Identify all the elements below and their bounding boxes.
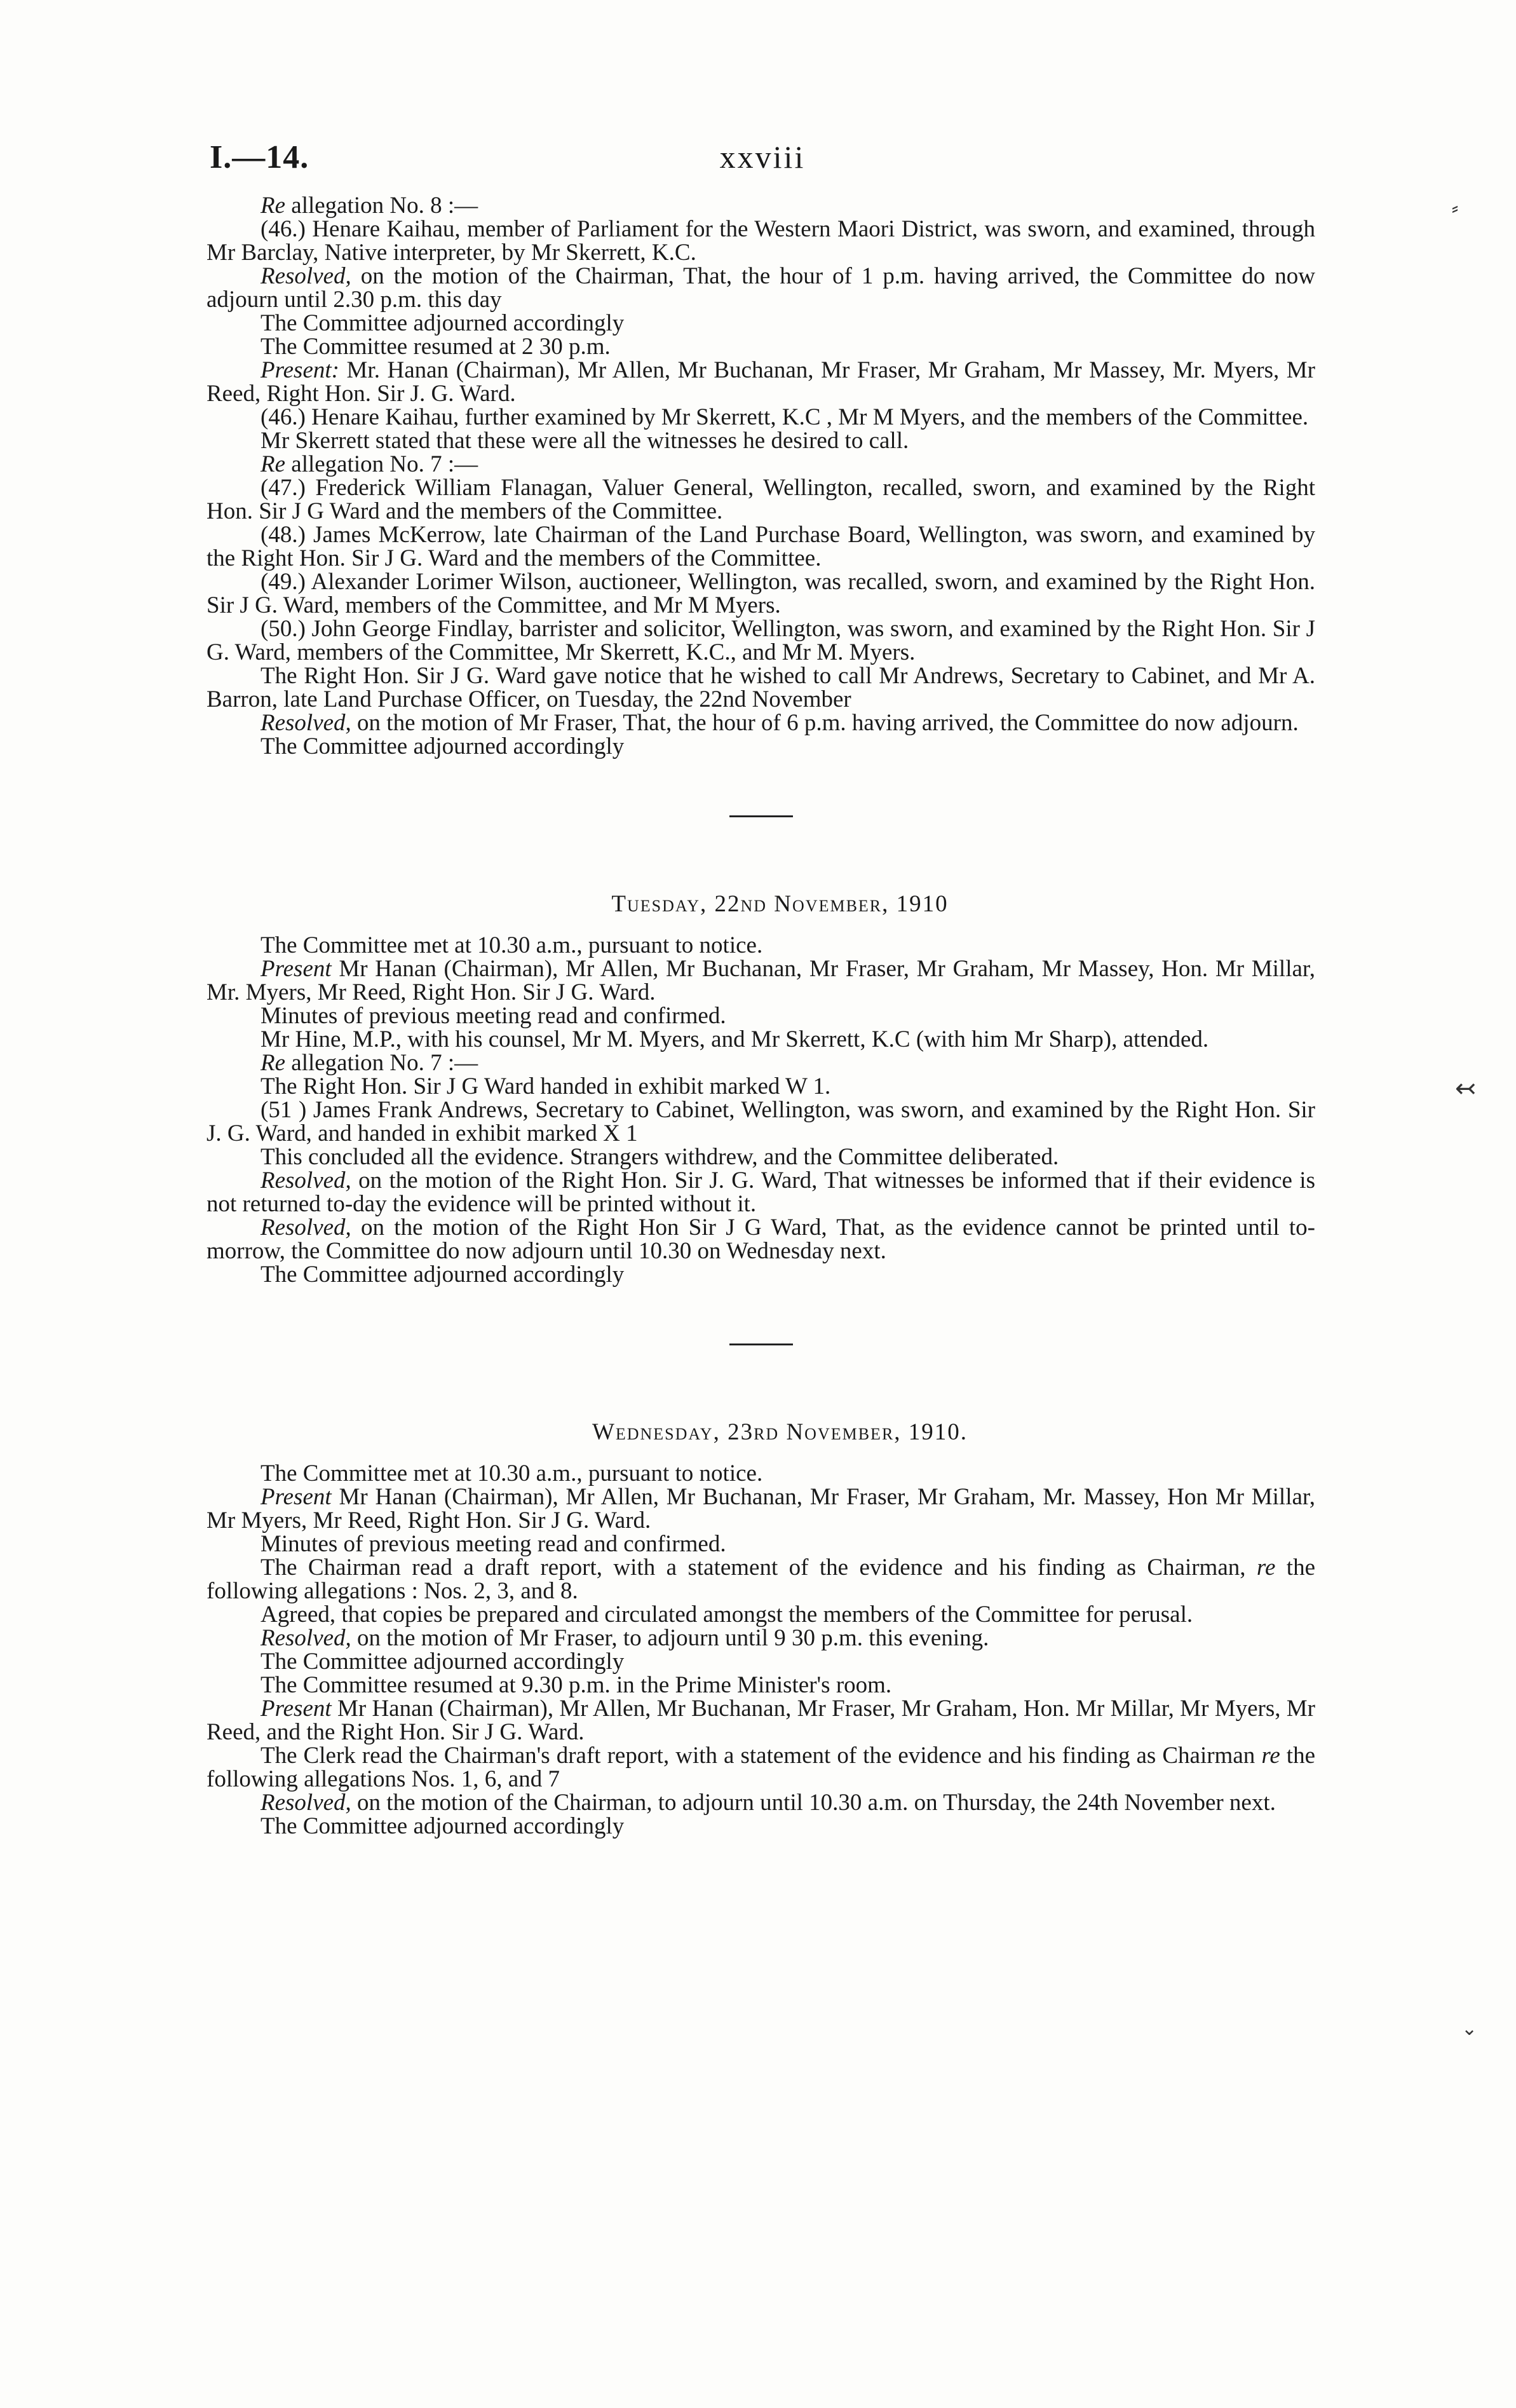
paragraph-text: (49.) Alexander Lorimer Wilson, auctioneer, Wellington, was recalled, sworn, and examined by the Right Hon. Sir J G. Ward, members of the Committee, and Mr M Myers. bbox=[206, 569, 1315, 618]
paragraph bbox=[206, 1028, 1315, 1051]
paragraph bbox=[206, 1532, 1315, 1556]
paragraph-italic-text: Re bbox=[261, 451, 286, 477]
paragraph-italic-text: Re bbox=[261, 193, 286, 219]
page-header bbox=[210, 139, 1315, 196]
paragraph-text: the following allegations : Nos. 2, 3, and 8. bbox=[206, 1554, 1315, 1604]
paragraph bbox=[206, 664, 1315, 711]
paragraph-italic-text: Resolved, bbox=[261, 1167, 351, 1194]
paragraph-text: The Chairman read a draft report, with a statement of the evidence and his finding as Chairman, bbox=[261, 1554, 1257, 1581]
paragraph bbox=[206, 1697, 1315, 1744]
section-3 bbox=[206, 1462, 1315, 1838]
paragraph-text: on the motion of Mr Fraser, That, the hour of 6 p.m. having arrived, the Committee do now adjourn. bbox=[351, 710, 1299, 736]
paragraph bbox=[206, 1744, 1315, 1791]
paragraph-text: The Committee resumed at 2 30 p.m. bbox=[261, 334, 611, 360]
paragraph bbox=[206, 335, 1315, 358]
margin-mark: ↢ bbox=[1455, 1074, 1477, 1103]
paragraph bbox=[206, 429, 1315, 452]
paragraph bbox=[206, 1485, 1315, 1532]
paragraph-italic-text: Resolved, bbox=[261, 1790, 351, 1816]
paragraph-text: Mr Hanan (Chairman), Mr Allen, Mr Buchanan, Mr Fraser, Mr Graham, Mr. Massey, Hon Mr Millar, Mr Myers, Mr Reed, Right Hon. Sir J G. Ward. bbox=[206, 1484, 1315, 1534]
paragraph-text: The Committee adjourned accordingly bbox=[261, 1649, 625, 1675]
paragraph bbox=[206, 1051, 1315, 1075]
paragraph-text: on the motion of the Chairman, That, the hour of 1 p.m. having arrived, the Committee do now adjourn until 2.30 p.m. this day bbox=[206, 263, 1315, 313]
paragraph-text: Minutes of previous meeting read and confirmed. bbox=[261, 1531, 726, 1557]
paragraph bbox=[206, 1673, 1315, 1697]
page-reference: I.—14. bbox=[210, 139, 309, 175]
paragraph-text: the following allegations Nos. 1, 6, and 7 bbox=[206, 1743, 1316, 1792]
paragraph-italic-text: Present bbox=[261, 1484, 332, 1510]
paragraph-text: allegation No. 8 :— bbox=[285, 193, 478, 219]
paragraph bbox=[206, 311, 1315, 335]
date-heading-wednesday: Wednesday, 23rd November, 1910. bbox=[592, 1419, 968, 1445]
paragraph bbox=[206, 1556, 1315, 1603]
paragraph-text: The Right Hon. Sir J G Ward handed in exhibit marked W 1. bbox=[261, 1073, 831, 1099]
paragraph-text: The Committee met at 10.30 a.m., pursuant to notice. bbox=[261, 1460, 763, 1486]
date-heading-tuesday: Tuesday, 22nd November, 1910 bbox=[611, 891, 949, 917]
paragraph-text: allegation No. 7 :— bbox=[285, 451, 478, 477]
document-body bbox=[206, 194, 1315, 1838]
paragraph bbox=[206, 405, 1315, 429]
paragraph-text: The Committee met at 10.30 a.m., pursuant to notice. bbox=[261, 932, 763, 958]
paragraph bbox=[206, 1004, 1315, 1028]
paragraph bbox=[206, 1814, 1315, 1838]
paragraph bbox=[206, 452, 1315, 476]
paragraph bbox=[206, 523, 1315, 570]
paragraph bbox=[206, 735, 1315, 758]
paragraph-text: allegation No. 7 :— bbox=[285, 1050, 478, 1076]
paragraph bbox=[206, 570, 1315, 617]
section-1 bbox=[206, 194, 1315, 758]
paragraph-text: (46.) Henare Kaihau, further examined by Mr Skerrett, K.C , Mr M Myers, and the members of the Committee. bbox=[261, 404, 1309, 430]
paragraph bbox=[206, 1650, 1315, 1673]
paragraph-text: The Clerk read the Chairman's draft report, with a statement of the evidence and his finding as Chairman bbox=[261, 1743, 1262, 1769]
paragraph bbox=[206, 1216, 1315, 1263]
paragraph-italic-text: re bbox=[1261, 1743, 1280, 1769]
paragraph-text: on the motion of the Chairman, to adjourn until 10.30 a.m. on Thursday, the 24th November next. bbox=[351, 1790, 1276, 1816]
paragraph bbox=[206, 1098, 1315, 1145]
paragraph-italic-text: Present bbox=[261, 956, 332, 982]
margin-mark: ⸗ bbox=[1452, 197, 1458, 219]
paragraph-italic-text: Resolved, bbox=[261, 1625, 351, 1651]
paragraph bbox=[206, 1075, 1315, 1098]
paragraph-text: Mr Skerrett stated that these were all the witnesses he desired to call. bbox=[261, 428, 909, 454]
paragraph-text: (46.) Henare Kaihau, member of Parliament for the Western Maori District, was sworn, and examined, through Mr Barclay, Native interpreter, by Mr Skerrett, K.C. bbox=[206, 216, 1315, 266]
paragraph bbox=[206, 1263, 1315, 1286]
paragraph-text: The Committee adjourned accordingly bbox=[261, 310, 625, 336]
paragraph-text: The Committee resumed at 9.30 p.m. in the Prime Minister's room. bbox=[261, 1672, 892, 1698]
paragraph-text: (47.) Frederick William Flanagan, Valuer General, Wellington, recalled, sworn, and examined by the Right Hon. Sir J G Ward and the members of the Committee. bbox=[206, 475, 1315, 524]
paragraph bbox=[206, 1169, 1315, 1216]
paragraph-text: (50.) John George Findlay, barrister and solicitor, Wellington, was sworn, and examined by the Right Hon. Sir J G. Ward, members of the Committee, Mr Skerrett, K.C., and Mr M. Myers. bbox=[206, 616, 1315, 665]
paragraph-text: Mr Hanan (Chairman), Mr Allen, Mr Buchanan, Mr Fraser, Mr Graham, Hon. Mr Millar, Mr Myers, Mr Reed, and the Right Hon. Sir J G. Ward. bbox=[206, 1696, 1315, 1745]
paragraph-text: The Committee adjourned accordingly bbox=[261, 1813, 625, 1839]
paragraph-text: on the motion of the Right Hon. Sir J. G. Ward, That witnesses be informed that if their evidence is not returned to-day the evidence will be printed without it. bbox=[206, 1167, 1315, 1217]
paragraph-text: (48.) James McKerrow, late Chairman of the Land Purchase Board, Wellington, was sworn, and examined by the Right Hon. Sir J G. Ward and the members of the Committee. bbox=[206, 522, 1315, 571]
paragraph-italic-text: Present bbox=[261, 1696, 332, 1722]
paragraph-text: The Right Hon. Sir J G. Ward gave notice that he wished to call Mr Andrews, Secretary to Cabinet, and Mr A. Barron, late Land Purchase Officer, on Tuesday, the 22nd November bbox=[206, 663, 1315, 712]
paragraph-text: Minutes of previous meeting read and confirmed. bbox=[261, 1003, 726, 1029]
paragraph bbox=[206, 934, 1315, 957]
paragraph bbox=[206, 711, 1315, 735]
paragraph-text: Mr. Hanan (Chairman), Mr Allen, Mr Buchanan, Mr Fraser, Mr Graham, Mr Massey, Mr. Myers, Mr Reed, Right Hon. Sir J. G. Ward. bbox=[206, 357, 1315, 407]
paragraph-text: The Committee adjourned accordingly bbox=[261, 1262, 625, 1288]
paragraph-italic-text: Present: bbox=[261, 357, 339, 383]
section-2 bbox=[206, 934, 1315, 1286]
paragraph-text: on the motion of Mr Fraser, to adjourn until 9 30 p.m. this evening. bbox=[351, 1625, 989, 1651]
paragraph bbox=[206, 476, 1315, 523]
paragraph bbox=[206, 617, 1315, 664]
paragraph-italic-text: Resolved, bbox=[261, 710, 351, 736]
page-number: xxviii bbox=[719, 139, 806, 175]
paragraph bbox=[206, 358, 1315, 405]
paragraph bbox=[206, 1626, 1315, 1650]
paragraph-text: on the motion of the Right Hon Sir J G Ward, That, as the evidence cannot be printed until to-morrow, the Committee do now adjourn until 10.30 on Wednesday next. bbox=[206, 1214, 1315, 1264]
paragraph-text: The Committee adjourned accordingly bbox=[261, 733, 625, 759]
paragraph-text: Agreed, that copies be prepared and circulated amongst the members of the Committee for perusal. bbox=[261, 1602, 1193, 1628]
paragraph-text: (51 ) James Frank Andrews, Secretary to Cabinet, Wellington, was sworn, and examined by the Right Hon. Sir J. G. Ward, and handed in exhibit marked X 1 bbox=[206, 1097, 1315, 1146]
margin-mark: ⌄ bbox=[1461, 2018, 1478, 2040]
paragraph-italic-text: re bbox=[1256, 1554, 1276, 1581]
paragraph bbox=[206, 264, 1315, 311]
paragraph-italic-text: Re bbox=[261, 1050, 286, 1076]
paragraph-text: Mr Hine, M.P., with his counsel, Mr M. Myers, and Mr Skerrett, K.C (with him Mr Sharp), attended. bbox=[261, 1026, 1209, 1052]
paragraph-text: This concluded all the evidence. Strangers withdrew, and the Committee deliberated. bbox=[261, 1144, 1059, 1170]
paragraph-text: Mr Hanan (Chairman), Mr Allen, Mr Buchanan, Mr Fraser, Mr Graham, Mr Massey, Hon. Mr Millar, Mr. Myers, Mr Reed, Right Hon. Sir J G. Ward. bbox=[206, 956, 1315, 1005]
paragraph-italic-text: Resolved, bbox=[261, 1214, 351, 1241]
paragraph bbox=[206, 1603, 1315, 1626]
paragraph bbox=[206, 1791, 1315, 1814]
paragraph bbox=[206, 217, 1315, 264]
paragraph-italic-text: Resolved, bbox=[261, 263, 351, 289]
paragraph bbox=[206, 1462, 1315, 1485]
paragraph bbox=[206, 957, 1315, 1004]
paragraph bbox=[206, 1145, 1315, 1169]
paragraph bbox=[206, 194, 1315, 217]
